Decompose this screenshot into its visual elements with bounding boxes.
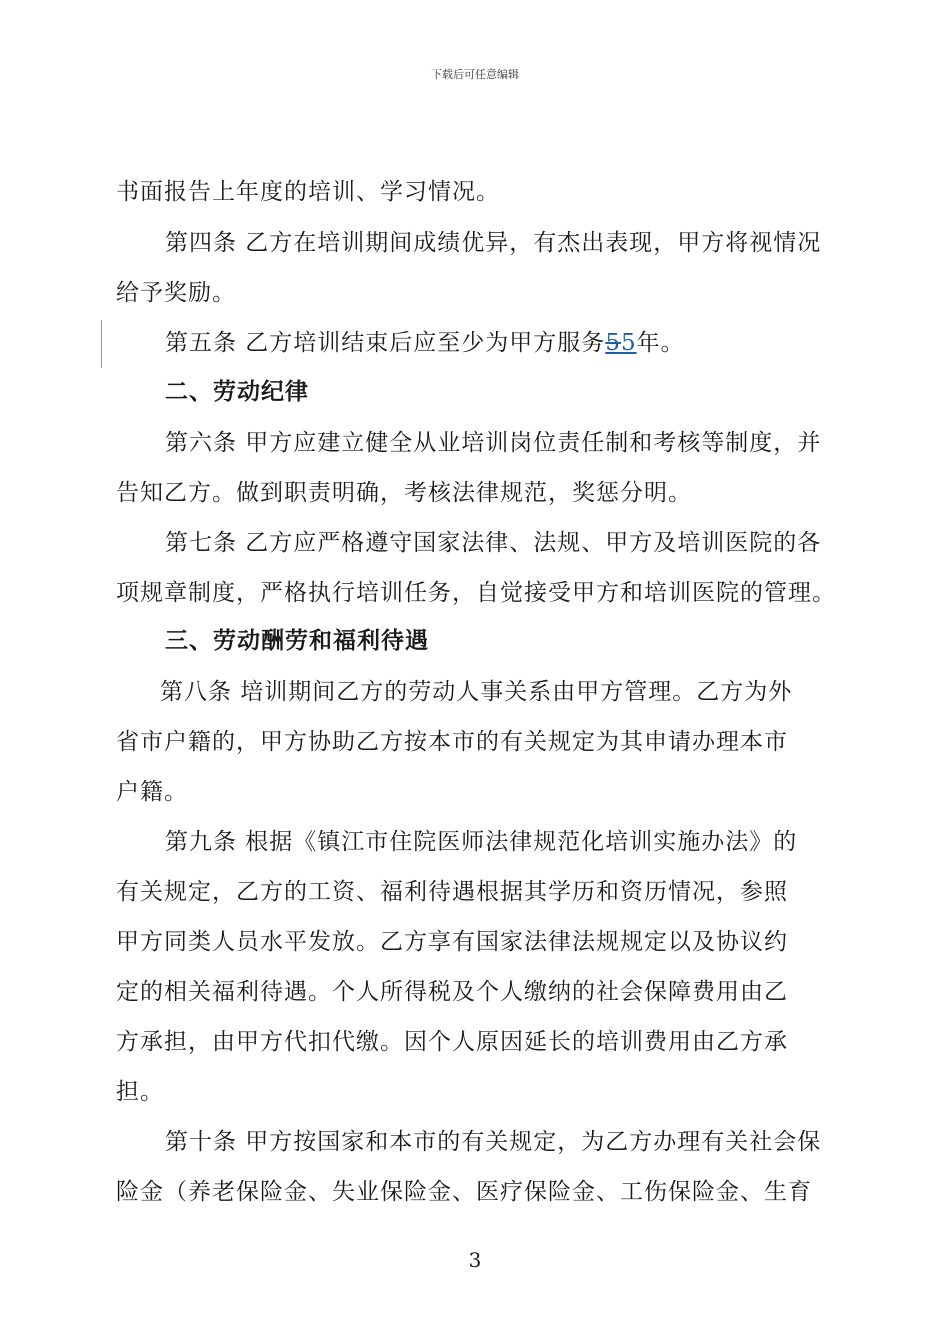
page-header: 下载后可任意编辑 (431, 68, 519, 81)
body-line: 甲方同类人员水平发放。乙方享有国家法律法规规定以及协议约 (116, 929, 788, 955)
article-9-line: 第九条 根据《镇江市住院医师法律规范化培训实施办法》的 (165, 829, 798, 855)
body-line: 险金（养老保险金、失业保险金、医疗保险金、工伤保险金、生育 (116, 1179, 812, 1205)
body-line: 省市户籍的，甲方协助乙方按本市的有关规定为其申请办理本市 (116, 729, 788, 755)
body-line: 有关规定，乙方的工资、福利待遇根据其学历和资历情况，参照 (116, 879, 788, 905)
body-line: 给予奖励。 (116, 280, 236, 306)
section-heading-pay: 三、劳动酬劳和福利待遇 (165, 628, 429, 654)
body-line: 方承担，由甲方代扣代缴。因个人原因延长的培训费用由乙方承 (116, 1029, 788, 1055)
tracked-change (605, 330, 636, 356)
article-5-line (165, 328, 925, 358)
page-number: 3 (468, 1248, 482, 1272)
body-line: 告知乙方。做到职责明确，考核法律规范，奖惩分明。 (116, 480, 692, 506)
body-line: 项规章制度，严格执行培训任务，自觉接受甲方和培训医院的管理。 (116, 580, 836, 606)
article-6-line: 第六条 甲方应建立健全从业培训岗位责任制和考核等制度，并 (165, 430, 822, 456)
body-line: 担。 (116, 1079, 164, 1105)
deleted-text: 5 (605, 330, 621, 356)
revision-change-bar (101, 320, 102, 368)
article-8-line: 第八条 培训期间乙方的劳动人事关系由甲方管理。乙方为外 (160, 679, 793, 705)
article-5-tail: 年。 (636, 330, 685, 356)
body-line: 书面报告上年度的培训、学习情况。 (116, 179, 500, 205)
article-5-text: 第五条 乙方培训结束后应至少为甲方服务 (165, 330, 606, 356)
article-7-line: 第七条 乙方应严格遵守国家法律、法规、甲方及培训医院的各 (165, 530, 822, 556)
article-10-line: 第十条 甲方按国家和本市的有关规定，为乙方办理有关社会保 (165, 1129, 822, 1155)
article-4-line: 第四条 乙方在培训期间成绩优异，有杰出表现，甲方将视情况 (165, 230, 822, 256)
body-line: 定的相关福利待遇。个人所得税及个人缴纳的社会保障费用由乙 (116, 979, 788, 1005)
body-line: 户籍。 (116, 779, 188, 805)
inserted-text: 5 (620, 330, 637, 356)
section-heading-discipline: 二、劳动纪律 (165, 379, 309, 405)
